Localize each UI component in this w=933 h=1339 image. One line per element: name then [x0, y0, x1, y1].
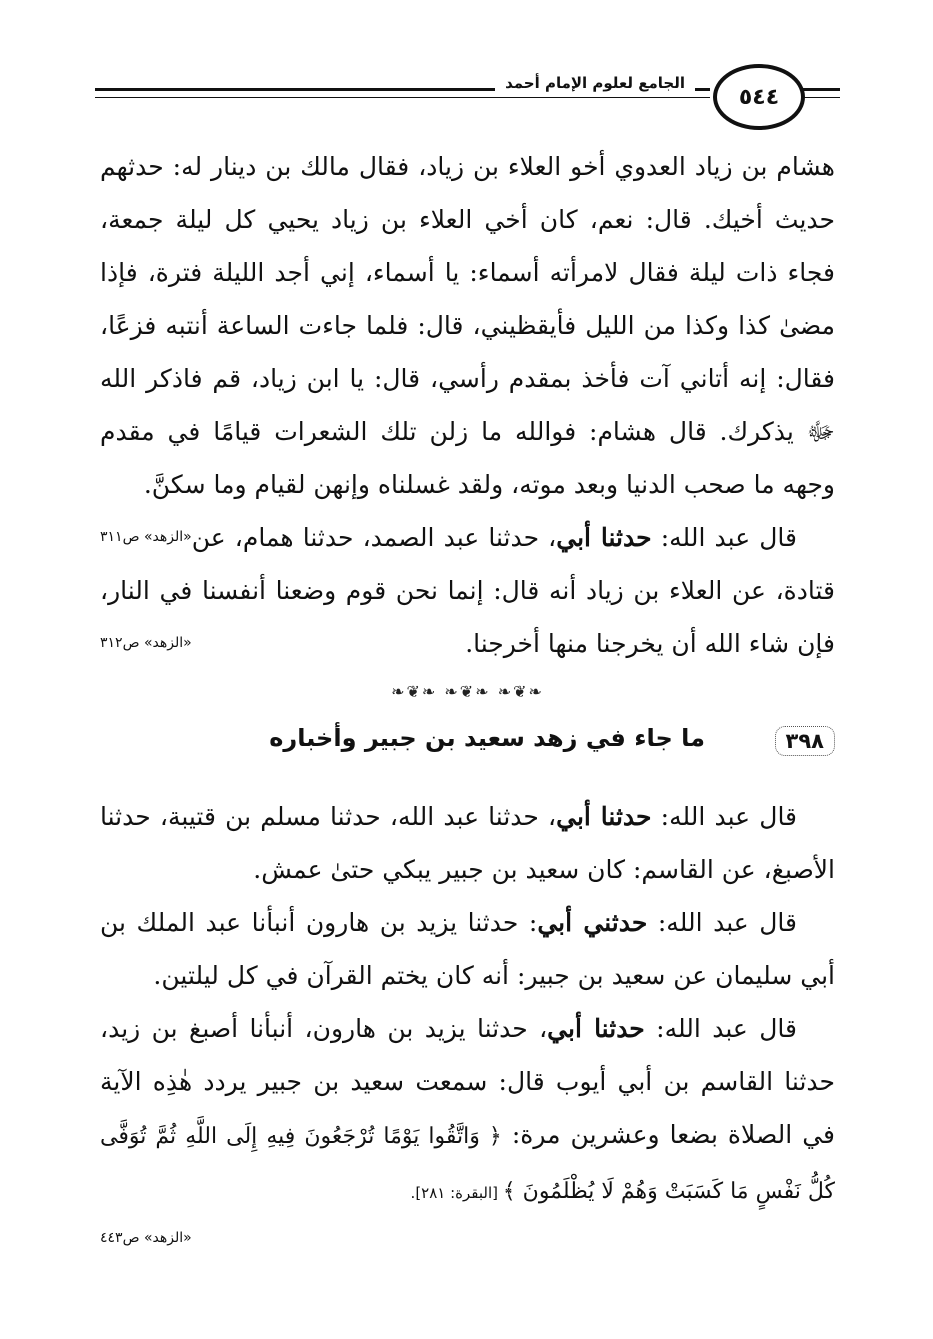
narration-bold: حدثنا أبي [547, 1014, 645, 1043]
header-rule-right [800, 88, 840, 98]
page-number: ٥٤٤ [713, 64, 805, 130]
paragraph-text: : حدثنا يزيد بن هارون أنبأنا عبد الملك بن أبي سليمان عن سعيد بن جبير: أنه كان يختم القرآن في كل ليلتين. [100, 908, 835, 990]
narration-lead: قال عبد الله: [651, 523, 797, 552]
paragraph-3 [100, 790, 835, 896]
section-title: ما جاء في زهد سعيد بن جبير وأخباره [269, 724, 705, 752]
paragraph-text: ، حدثنا عبد الله، حدثنا مسلم بن قتيبة، حدثنا الأصبغ، عن القاسم: كان سعيد بن جبير يبكي حتىٰ عمش. [100, 802, 835, 884]
section-number: ٣٩٨ [775, 726, 835, 756]
source-citation: «الزهد» ص٣١١ [100, 529, 192, 545]
paragraph-text: ، حدثنا عبد الصمد، حدثنا همام، عن قتادة، عن العلاء بن زياد أنه قال: إنما نحن قوم وضعنا أنفسنا في النار، فإن شاء الله أن يخرجنا منها أخرجنا. [100, 523, 835, 658]
narration-lead: قال عبد الله: [647, 908, 797, 937]
narration-lead: قال عبد الله: [651, 802, 798, 831]
verse-reference: [البقرة: ٢٨١]. [410, 1184, 503, 1202]
narration-bold: حدثنا أبي [556, 802, 652, 831]
paragraph-4 [100, 896, 835, 1002]
page-body [100, 140, 835, 1246]
narration-bold: حدثنا أبي [556, 523, 652, 552]
paragraph-text: ، حدثنا يزيد بن هارون، أنبأنا أصبغ بن زيد، حدثنا القاسم بن أبي أيوب قال: سمعت سعيد بن جبير يردد هٰذِه الآية في الصلاة بضعا وعشرين مرة: [100, 1014, 835, 1149]
running-title: الجامع لعلوم الإمام أحمد [495, 74, 695, 92]
source-citation: «الزهد» ص٣١٢ [100, 635, 192, 651]
paragraph-5 [100, 1002, 835, 1220]
paragraph-2 [100, 511, 835, 670]
narration-bold: حدثني أبي [537, 908, 648, 937]
section-heading [100, 716, 835, 786]
source-citation: «الزهد» ص٤٤٣ [100, 1230, 192, 1246]
quran-verse: ﴿ وَاتَّقُوا يَوْمًا تُرْجَعُونَ فِيهِ إِلَى اللَّهِ ثُمَّ تُوَفَّى كُلُّ نَفْسٍ مَا كَسَبَتْ وَهُمْ لَا يُظْلَمُونَ ﴾ [100, 1124, 835, 1204]
narration-lead: قال عبد الله: [644, 1014, 797, 1043]
page-header [95, 60, 840, 130]
paragraph-text: هشام بن زياد العدوي أخو العلاء بن زياد، فقال مالك بن دينار له: حدثهم حديث أخيك. قال: نعم، كان أخي العلاء بن زياد يحيي كل ليلة جمعة، فجاء ذات ليلة فقال لامرأته أسماء: يا أسماء، إني أجد الليلة فترة، فإذا مضىٰ كذا وكذا من الليل فأيقظيني، قال: فلما جاءت الساعة أنتبه فزعًا، فقال: إنه أتاني آت فأخذ بمقدم رأسي، قال: يا ابن زياد، قم فاذكر الله ﷻ يذكرك. قال هشام: فوالله ما زلن تلك الشعرات قيامًا في مقدم وجهه ما صحب الدنيا وبعد موته، ولقد غسلناه وإنهن لقيام وما سكنَّ. [100, 152, 835, 499]
section-divider-ornament: ❧❦❧ ❧❦❧ ❧❦❧ [391, 682, 544, 701]
